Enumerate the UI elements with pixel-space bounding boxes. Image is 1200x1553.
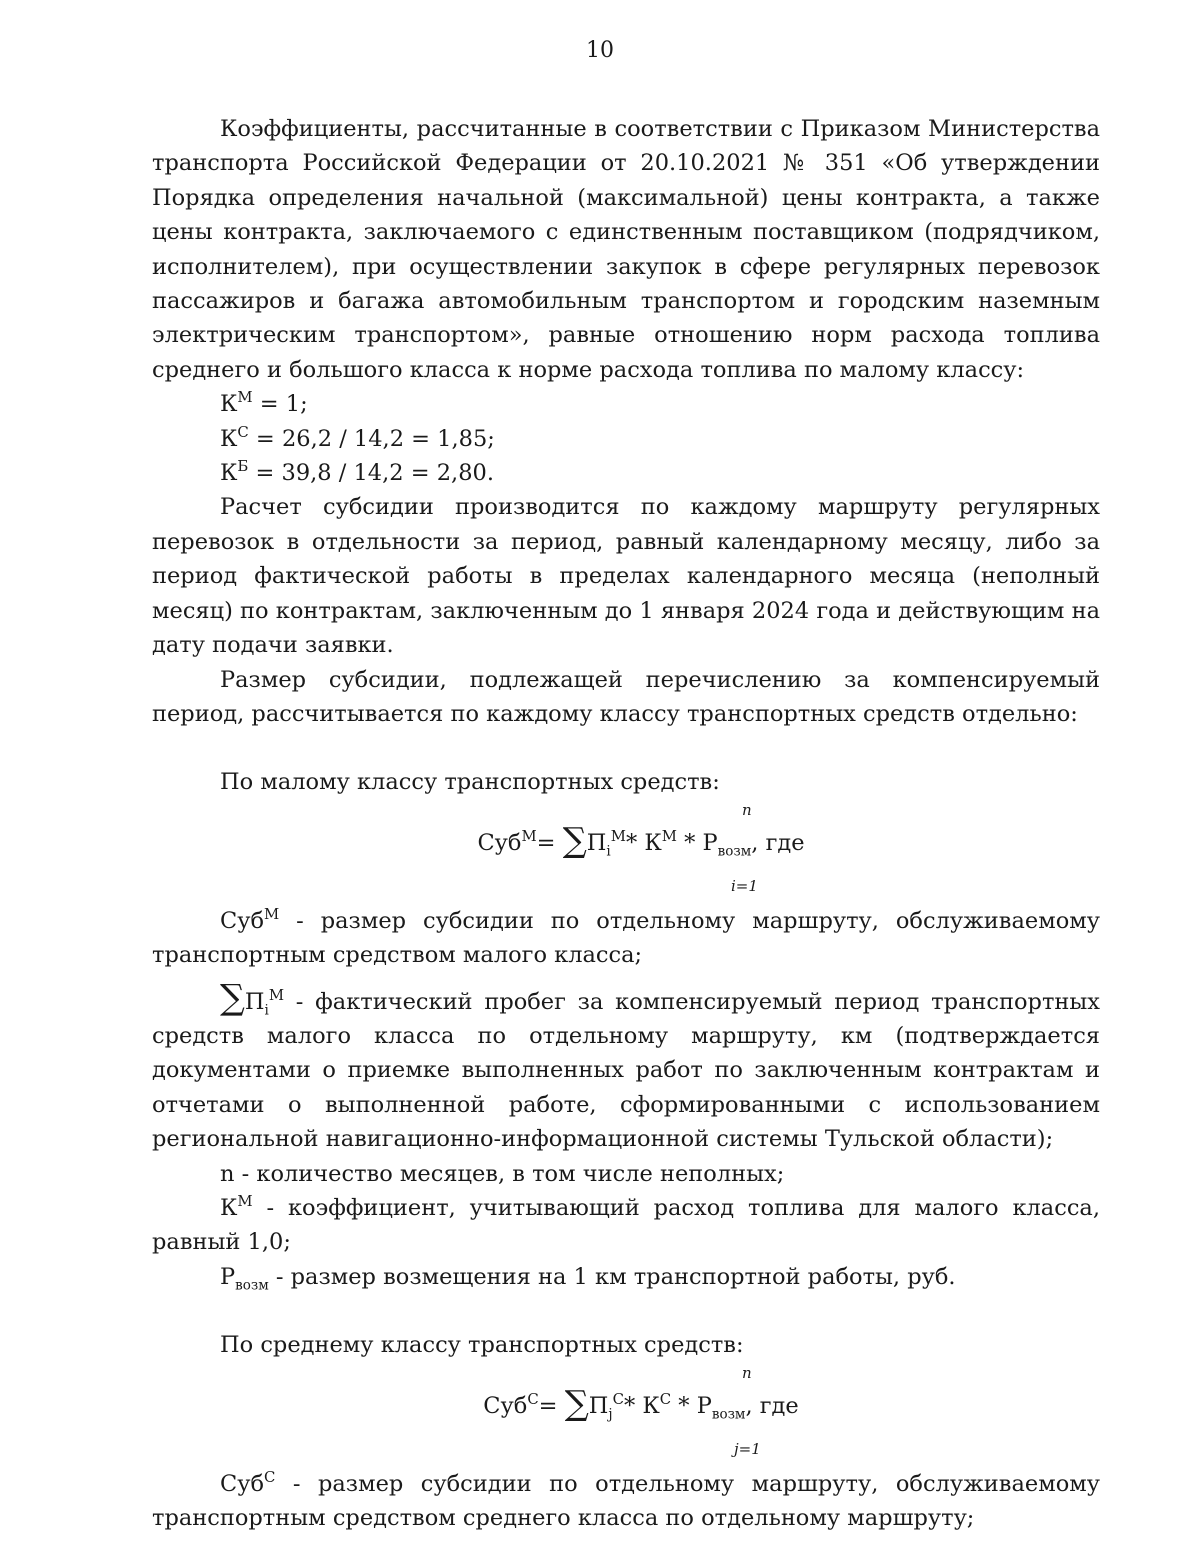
sigma-symbol: ∑ bbox=[564, 1383, 589, 1423]
small-mileage-definition: $\sum П_i^М$ - фактический пробег за компенсируемый период транспортных средств малого класса по отдельному маршруту, км (подтверждается документами о приемке выполненных работ по заключенным контрактам и отчетами о выполненной работе, сформированными с использованием региональной навигационно-информационной системы Тульской области); bbox=[152, 977, 1100, 1153]
small-class-heading: По малому классу транспортных средств: bbox=[220, 769, 720, 796]
small-coefficient-definition: $К^М$ - коэффициент, учитывающий расход топлива для малого класса, равный 1,0; bbox=[152, 1191, 1100, 1256]
sum-lower-limit: j=1 bbox=[734, 1439, 761, 1458]
medium-class-formula: n $Суб^С= \sum П_j^С*$ $К^С * Р_{возм}$, где j=1 bbox=[483, 1363, 799, 1458]
medium-class-heading: По среднему классу транспортных средств: bbox=[220, 1332, 744, 1359]
reimbursement-definition: $Р_{возм}$ - размер возмещения на 1 км транспортной работы, руб. bbox=[220, 1263, 956, 1294]
n-definition: n - количество месяцев, в том числе неполных; bbox=[220, 1160, 785, 1187]
page-number: 10 bbox=[586, 38, 614, 63]
sum-lower-limit: i=1 bbox=[731, 876, 758, 895]
intro-paragraph: Коэффициенты, рассчитанные в соответствии с Приказом Министерства транспорта Российской Федерации от 20.10.2021 № 351 «Об утверждении Порядка определения начальной (максимальной) цены контракта, а также цены контракта, заключаемого с единственным поставщиком (подрядчиком, исполнителем), при осуществлении закупок в сфере регулярных перевозок пассажиров и багажа автомобильным транспортом и городским наземным электрическим транспортом», равные отношению норм расхода топлива среднего и большого класса к норме расхода топлива по малому классу: bbox=[152, 116, 1100, 383]
calculation-paragraph: Расчет субсидии производится по каждому маршруту регулярных перевозок в отдельности за период, равный календарному месяцу, либо за период фактической работы в пределах календарного месяца (неполный месяц) по контрактам, заключенным до 1 января 2024 года и действующим на дату подачи заявки. bbox=[152, 494, 1100, 659]
medium-subsidy-definition: Суб$^С$ - размер субсидии по отдельному маршруту, обслуживаемому транспортным средством среднего класса по отдельному маршруту; bbox=[152, 1467, 1100, 1531]
sum-upper-limit: n bbox=[742, 1363, 752, 1382]
sum-upper-limit: n bbox=[742, 800, 752, 819]
coefficient-medium: $К^С = 26,2 / 14,2 = 1,85$; bbox=[220, 422, 495, 452]
coefficient-small: $К^М = 1$; bbox=[220, 388, 308, 418]
subsidy-size-paragraph: Размер субсидии, подлежащей перечислению за компенсируемый период, рассчитывается по каждому классу транспортных средств отдельно: bbox=[152, 666, 1100, 727]
small-class-formula: n $Суб^М= \sum П_i^М*$ $К^М * Р_{возм}$, где i=1 bbox=[477, 800, 805, 895]
coefficient-large: $К^Б = 39,8 / 14,2 = 2,80$. bbox=[220, 456, 494, 487]
small-subsidy-definition: Суб$^М$ - размер субсидии по отдельному маршруту, обслуживаемому транспортным средством малого класса; bbox=[152, 904, 1100, 969]
sigma-symbol: ∑ bbox=[562, 820, 587, 860]
document-body bbox=[152, 112, 1100, 1535]
